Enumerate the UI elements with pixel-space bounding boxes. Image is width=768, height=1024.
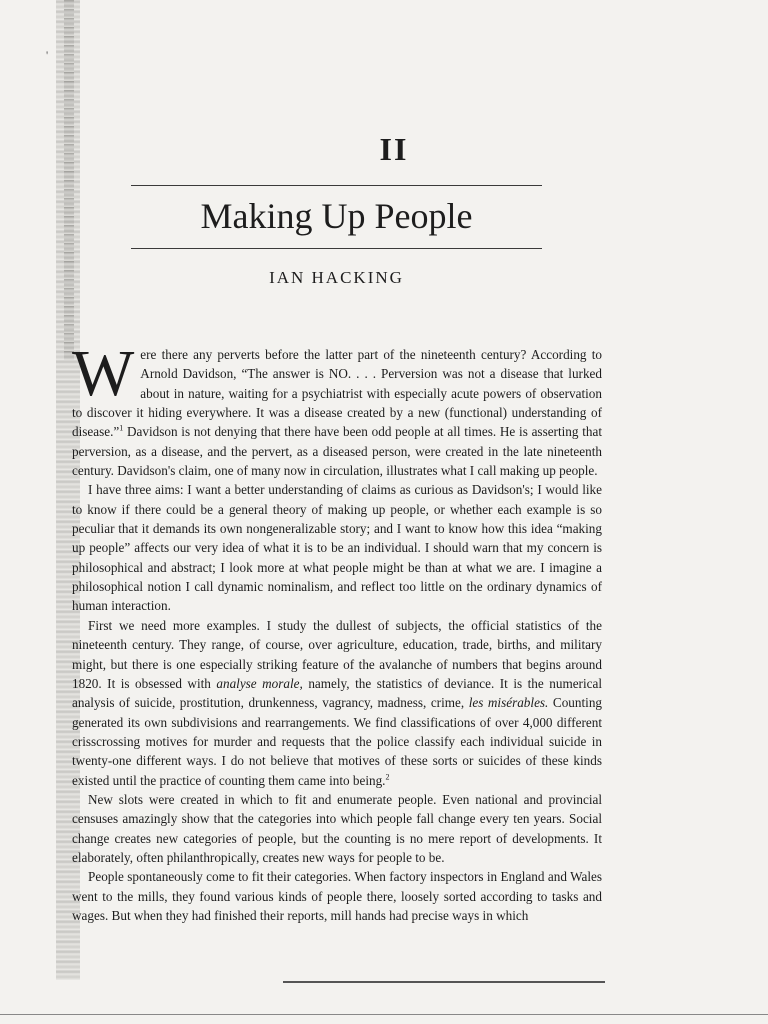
- italic-les-miserables: les misérables.: [468, 695, 549, 711]
- footer-rule: [283, 981, 605, 983]
- paragraph-1: [72, 337, 602, 480]
- footnote-ref-2[interactable]: 2: [385, 772, 390, 782]
- body-text: [72, 337, 603, 925]
- paragraph-1-text-b: Davidson is not denying that there have been odd people at all times. He is asserting that perversion, as a disease, and the pervert, as a diseased person, were created in the late nineteenth century. Davidson's claim, one of many now in circulation, illustrates what I call making up people.: [72, 424, 602, 479]
- page-binding-shadow-dark: [64, 0, 74, 360]
- chapter-number: II: [379, 131, 409, 167]
- author-name: IAN HACKING: [269, 268, 404, 287]
- paragraph-3: [72, 616, 602, 790]
- page-edge-line: [0, 1014, 768, 1015]
- paragraph-2: I have three aims: I want a better understanding of claims as curious as Davidson's; I would like to know if there could be a general theory of making up people, or whether each example is so peculiar that it demands its own nongeneralizable story; and I want to know how this idea “making up people” affects our very idea of what it is to be an individual. I should warn that my concern is philosophical and abstract; I look more at what people might be than at what we are. I imagine a philosophical notion I call dynamic nominalism, and reflect too little on the ordinary dynamics of human interaction.: [72, 482, 602, 614]
- paragraph-4: New slots were created in which to fit and enumerate people. Even national and provincial censuses amazingly show that the categories into which people fall change every ten years. Social change creates new categories of people, but the counting is no mere report of developments. It elaborately, often philanthropically, creates new ways for people to be.: [72, 791, 602, 865]
- paragraph-5: People spontaneously come to fit their categories. When factory inspectors in England and Wales went to the mills, they found various kinds of people there, loosely sorted according to tasks and wages. But when they had finished their reports, mill hands had precise ways in which: [72, 869, 602, 923]
- drop-cap: W: [72, 337, 135, 410]
- paragraph-3-text-c: Counting generated its own subdivisions and rearrangements. We find classifications of over 4,000 different crisscrossing motives for murder and requests that the police classify each individual suicide in twenty-one different ways. I do not believe that motives of these sorts or suicides of these kinds existed until the practice of counting them came into being.: [72, 695, 603, 788]
- italic-analyse-morale: analyse morale,: [216, 675, 303, 691]
- title-rule-bottom: [131, 248, 542, 249]
- title-rule-top: [131, 185, 542, 186]
- corner-mark: ': [46, 48, 49, 62]
- chapter-title: Making Up People: [200, 196, 473, 236]
- footnote-ref-1[interactable]: 1: [119, 423, 124, 433]
- paragraph-3-text-a: First we need more examples. I study the dullest of subjects, the official statistics of the nineteenth century. They range, of course, over agriculture, education, trade, births, and military might, but there is one especially striking feature of the avalanche of numbers that begins around 1820. It is obsessed with: [72, 617, 602, 691]
- paragraph-1-text-a: ere there any perverts before the latter part of the nineteenth century? According to Arnold Davidson, “The answer is NO. . . . Perversion was not a disease that lurked about in nature, waiting for a psychiatrist with especially acute powers of observation to discover it hiding everywhere. It was a disease created by a new (functional) understanding of disease.”: [72, 347, 602, 440]
- paragraph-3-text-b: namely, the statistics of deviance. It is the numerical analysis of suicide, prostitution, drunkenness, vagrancy, madness, crime,: [72, 675, 602, 711]
